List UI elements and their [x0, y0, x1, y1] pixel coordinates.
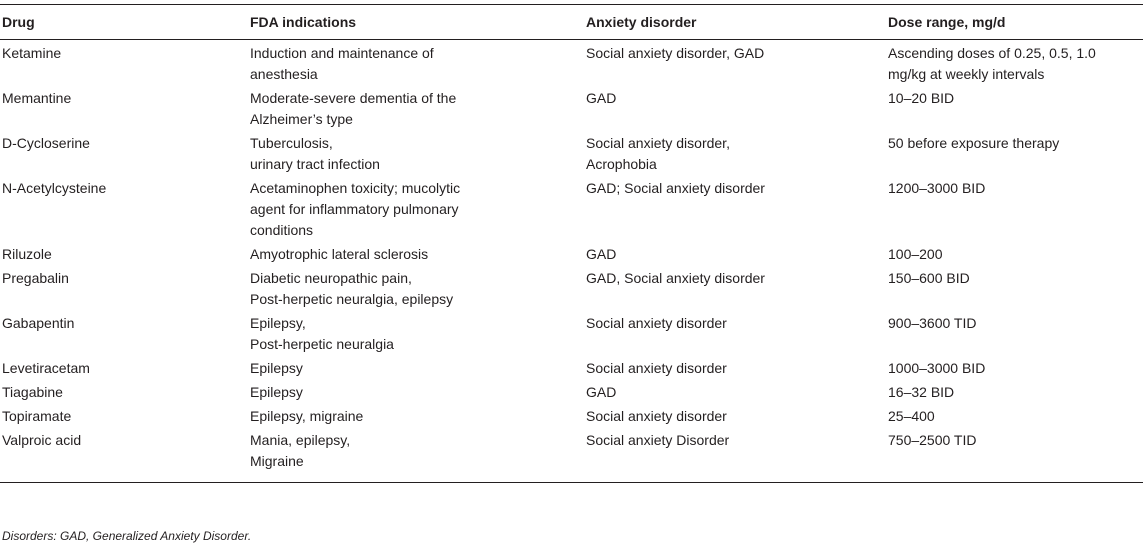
cell-dose-range: Ascending doses of 0.25, 0.5, 1.0 mg/kg at weekly intervals	[888, 45, 1096, 82]
cell-anxiety-disorder: GAD	[586, 90, 617, 106]
cell-dose-range: 750–2500 TID	[888, 432, 977, 448]
table-header-row	[0, 5, 1143, 40]
table-row	[0, 85, 1143, 130]
cell-drug: D-Cycloserine	[2, 135, 90, 151]
table-row	[0, 265, 1143, 310]
cell-dose-range: 50 before exposure therapy	[888, 135, 1060, 151]
cell-drug: Gabapentin	[2, 315, 75, 331]
table-row	[0, 175, 1143, 241]
cell-dose-range: 25–400	[888, 408, 935, 424]
cell-anxiety-disorder: Social anxiety disorder, GAD	[586, 45, 765, 61]
header-fda-indications: FDA indications	[250, 13, 357, 30]
cell-drug: Memantine	[2, 90, 72, 106]
cell-anxiety-disorder: GAD; Social anxiety disorder	[586, 180, 765, 196]
cell-anxiety-disorder: GAD	[586, 246, 617, 262]
cell-drug: Topiramate	[2, 408, 72, 424]
cell-dose-range: 1000–3000 BID	[888, 360, 986, 376]
cell-anxiety-disorder: Social anxiety disorder	[586, 360, 727, 376]
table-row	[0, 130, 1143, 175]
table-row	[0, 40, 1143, 86]
header-dose-range: Dose range, mg/d	[888, 13, 1006, 30]
cell-dose-range: 100–200	[888, 246, 943, 262]
header-drug: Drug	[2, 13, 35, 30]
cell-dose-range: 150–600 BID	[888, 270, 970, 286]
cell-anxiety-disorder: Social anxiety disorder	[586, 315, 727, 331]
cell-dose-range: 1200–3000 BID	[888, 180, 986, 196]
cell-dose-range: 900–3600 TID	[888, 315, 977, 331]
cell-drug: N-Acetylcysteine	[2, 180, 107, 196]
cell-anxiety-disorder: Social anxiety Disorder	[586, 432, 730, 448]
cell-fda-indications: Epilepsy	[250, 384, 303, 400]
cell-drug: Levetiracetam	[2, 360, 90, 376]
drug-table	[0, 4, 1143, 483]
cell-fda-indications: Epilepsy	[250, 360, 303, 376]
cell-fda-indications: Epilepsy, Post-herpetic neuralgia	[250, 315, 394, 352]
table-footnote: Disorders: GAD, Generalized Anxiety Disorder.	[2, 529, 252, 543]
cell-fda-indications: Tuberculosis, urinary tract infection	[250, 135, 380, 172]
table-row	[0, 355, 1143, 379]
cell-drug: Pregabalin	[2, 270, 69, 286]
cell-fda-indications: Acetaminophen toxicity; mucolytic agent for inflammatory pulmonary conditions	[250, 180, 461, 238]
header-anxiety-disorder: Anxiety disorder	[586, 13, 697, 30]
table-row	[0, 310, 1143, 355]
cell-dose-range: 10–20 BID	[888, 90, 955, 106]
cell-anxiety-disorder: Social anxiety disorder, Acrophobia	[586, 135, 730, 172]
cell-drug: Valproic acid	[2, 432, 82, 448]
table-row	[0, 403, 1143, 427]
table-row	[0, 241, 1143, 265]
cell-fda-indications: Induction and maintenance of anesthesia	[250, 45, 434, 82]
cell-drug: Ketamine	[2, 45, 62, 61]
table-row	[0, 379, 1143, 403]
cell-drug: Riluzole	[2, 246, 52, 262]
cell-anxiety-disorder: Social anxiety disorder	[586, 408, 727, 424]
cell-dose-range: 16–32 BID	[888, 384, 955, 400]
cell-fda-indications: Diabetic neuropathic pain, Post-herpetic neuralgia, epilepsy	[250, 270, 454, 307]
cell-fda-indications: Moderate-severe dementia of the Alzheimer’s type	[250, 90, 457, 127]
cell-anxiety-disorder: GAD, Social anxiety disorder	[586, 270, 765, 286]
cell-anxiety-disorder: GAD	[586, 384, 617, 400]
cell-fda-indications: Amyotrophic lateral sclerosis	[250, 246, 429, 262]
cell-drug: Tiagabine	[2, 384, 63, 400]
cell-fda-indications: Epilepsy, migraine	[250, 408, 364, 424]
table-row	[0, 427, 1143, 483]
cell-fda-indications: Mania, epilepsy, Migraine	[250, 432, 351, 469]
